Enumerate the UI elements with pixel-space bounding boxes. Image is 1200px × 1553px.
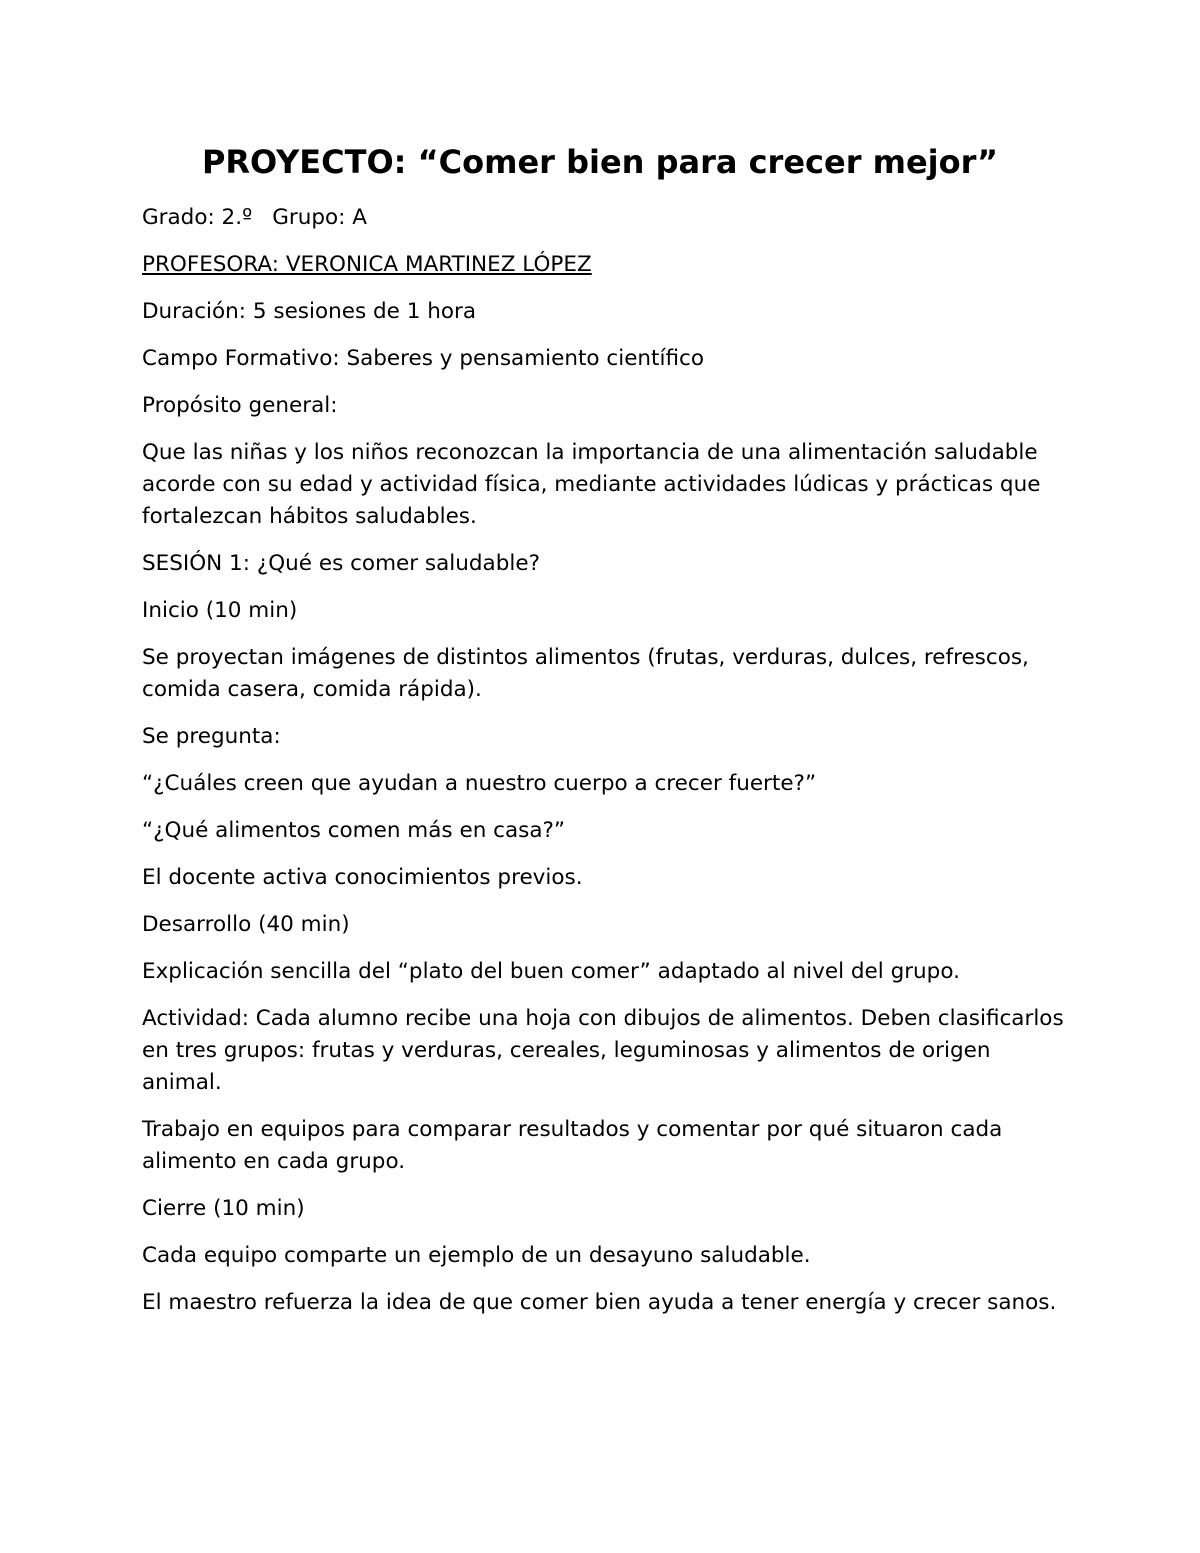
document-body bbox=[142, 202, 1072, 1334]
grado-text: Grado: 2.º bbox=[142, 205, 253, 230]
docente-activa-line: El docente activa conocimientos previos. bbox=[142, 865, 583, 890]
grupo-text: Grupo: A bbox=[272, 205, 367, 230]
trabajo-equipos-paragraph: Trabajo en equipos para comparar resultados y comentar por qué situaron cada alimento en cada grupo. bbox=[142, 1117, 1003, 1174]
duracion-line: Duración: 5 sesiones de 1 hora bbox=[142, 299, 477, 324]
proposito-label: Propósito general: bbox=[142, 393, 338, 418]
pregunta-2-line: “¿Qué alimentos comen más en casa?” bbox=[142, 818, 566, 843]
inicio-label: Inicio (10 min) bbox=[142, 598, 298, 623]
maestro-refuerza-paragraph: El maestro refuerza la idea de que comer bien ayuda a tener energía y crecer sanos. bbox=[142, 1290, 1057, 1315]
proposito-paragraph: Que las niñas y los niños reconozcan la importancia de una alimentación saludable acorde con su edad y actividad física, mediante actividades lúdicas y prácticas que fortalezcan hábitos saludables. bbox=[142, 440, 1041, 529]
explicacion-paragraph: Explicación sencilla del “plato del buen comer” adaptado al nivel del grupo. bbox=[142, 959, 960, 984]
se-pregunta-line: Se pregunta: bbox=[142, 724, 281, 749]
cierre-paragraph: Cada equipo comparte un ejemplo de un desayuno saludable. bbox=[142, 1243, 811, 1268]
actividad-paragraph: Actividad: Cada alumno recibe una hoja con dibujos de alimentos. Deben clasificarlos en tres grupos: frutas y verduras, cereales, leguminosas y alimentos de origen animal. bbox=[142, 1006, 1064, 1095]
pregunta-1-line: “¿Cuáles creen que ayudan a nuestro cuerpo a crecer fuerte?” bbox=[142, 771, 817, 796]
campo-formativo-line: Campo Formativo: Saberes y pensamiento científico bbox=[142, 346, 704, 371]
profesora-line: PROFESORA: VERONICA MARTINEZ LÓPEZ bbox=[142, 252, 592, 277]
grado-grupo-line bbox=[142, 202, 1072, 234]
sesion-1-heading: SESIÓN 1: ¿Qué es comer saludable? bbox=[142, 551, 540, 576]
desarrollo-label: Desarrollo (40 min) bbox=[142, 912, 350, 937]
document-title: PROYECTO: “Comer bien para crecer mejor” bbox=[201, 143, 999, 181]
inicio-paragraph: Se proyectan imágenes de distintos alimentos (frutas, verduras, dulces, refrescos, comida casera, comida rápida). bbox=[142, 645, 1029, 702]
cierre-label: Cierre (10 min) bbox=[142, 1196, 305, 1221]
